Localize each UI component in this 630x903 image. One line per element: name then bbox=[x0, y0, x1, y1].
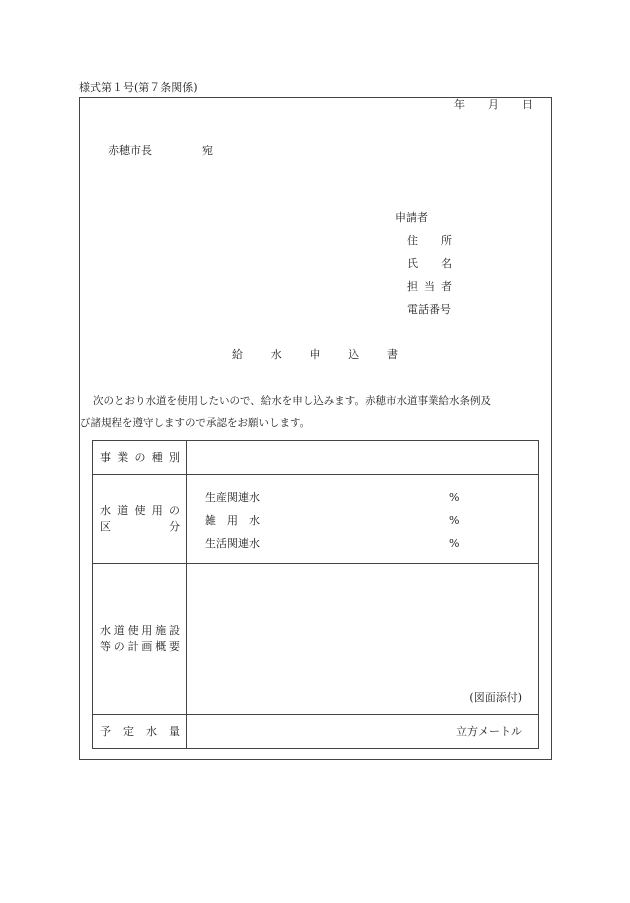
body-text-line-1: 次のとおり水道を使用したいので、給水を申し込みます。赤穂市水道事業給水条例及 bbox=[93, 395, 491, 407]
addressee-name: 赤穂市長 bbox=[108, 144, 152, 157]
usage-category-field[interactable] bbox=[187, 475, 539, 564]
usage-item-domestic-unit: % bbox=[449, 537, 460, 550]
plan-overview-field[interactable] bbox=[187, 564, 539, 715]
document-title: 給 水 申 込 書 bbox=[232, 348, 398, 361]
table-row bbox=[93, 475, 539, 564]
phone-label: 電話番号 bbox=[407, 303, 451, 316]
usage-item-production: 生産関連水 bbox=[205, 491, 260, 504]
volume-unit: 立方メートル bbox=[456, 725, 522, 738]
usage-item-miscellaneous: 雑 用 水 bbox=[205, 514, 260, 527]
usage-item-production-unit: % bbox=[449, 491, 460, 504]
date-month: 月 bbox=[488, 98, 499, 111]
form-number: 様式第１号(第７条関係) bbox=[79, 81, 198, 94]
addressee-honorific: 宛 bbox=[202, 144, 213, 157]
usage-item-miscellaneous-unit: % bbox=[449, 514, 460, 527]
contact-person-label: 担 当 者 bbox=[407, 280, 452, 293]
usage-item-domestic: 生活関連水 bbox=[205, 537, 260, 550]
date-year: 年 bbox=[454, 98, 465, 111]
business-type-label: 事 業 の 種 別 bbox=[93, 441, 187, 475]
drawing-attached-note: (図面添付) bbox=[469, 691, 522, 704]
plan-overview-label: 水 道 使 用 施 設 等 の 計 画 概 要 bbox=[93, 564, 187, 715]
name-label: 氏 名 bbox=[407, 257, 452, 270]
address-label: 住 所 bbox=[407, 234, 452, 247]
usage-category-label: 水 道 使 用 の 区 分 bbox=[93, 475, 187, 564]
planned-volume-label: 予 定 水 量 bbox=[93, 715, 187, 749]
body-text-line-2: び諸規程を遵守しますので承認をお願いします。 bbox=[80, 417, 311, 429]
application-table bbox=[92, 440, 539, 749]
planned-volume-field[interactable] bbox=[187, 715, 539, 749]
applicant-heading: 申請者 bbox=[395, 211, 428, 224]
table-row bbox=[93, 715, 539, 749]
business-type-field[interactable] bbox=[187, 441, 539, 475]
date-day: 日 bbox=[522, 98, 533, 111]
table-row bbox=[93, 441, 539, 475]
table-row bbox=[93, 564, 539, 715]
